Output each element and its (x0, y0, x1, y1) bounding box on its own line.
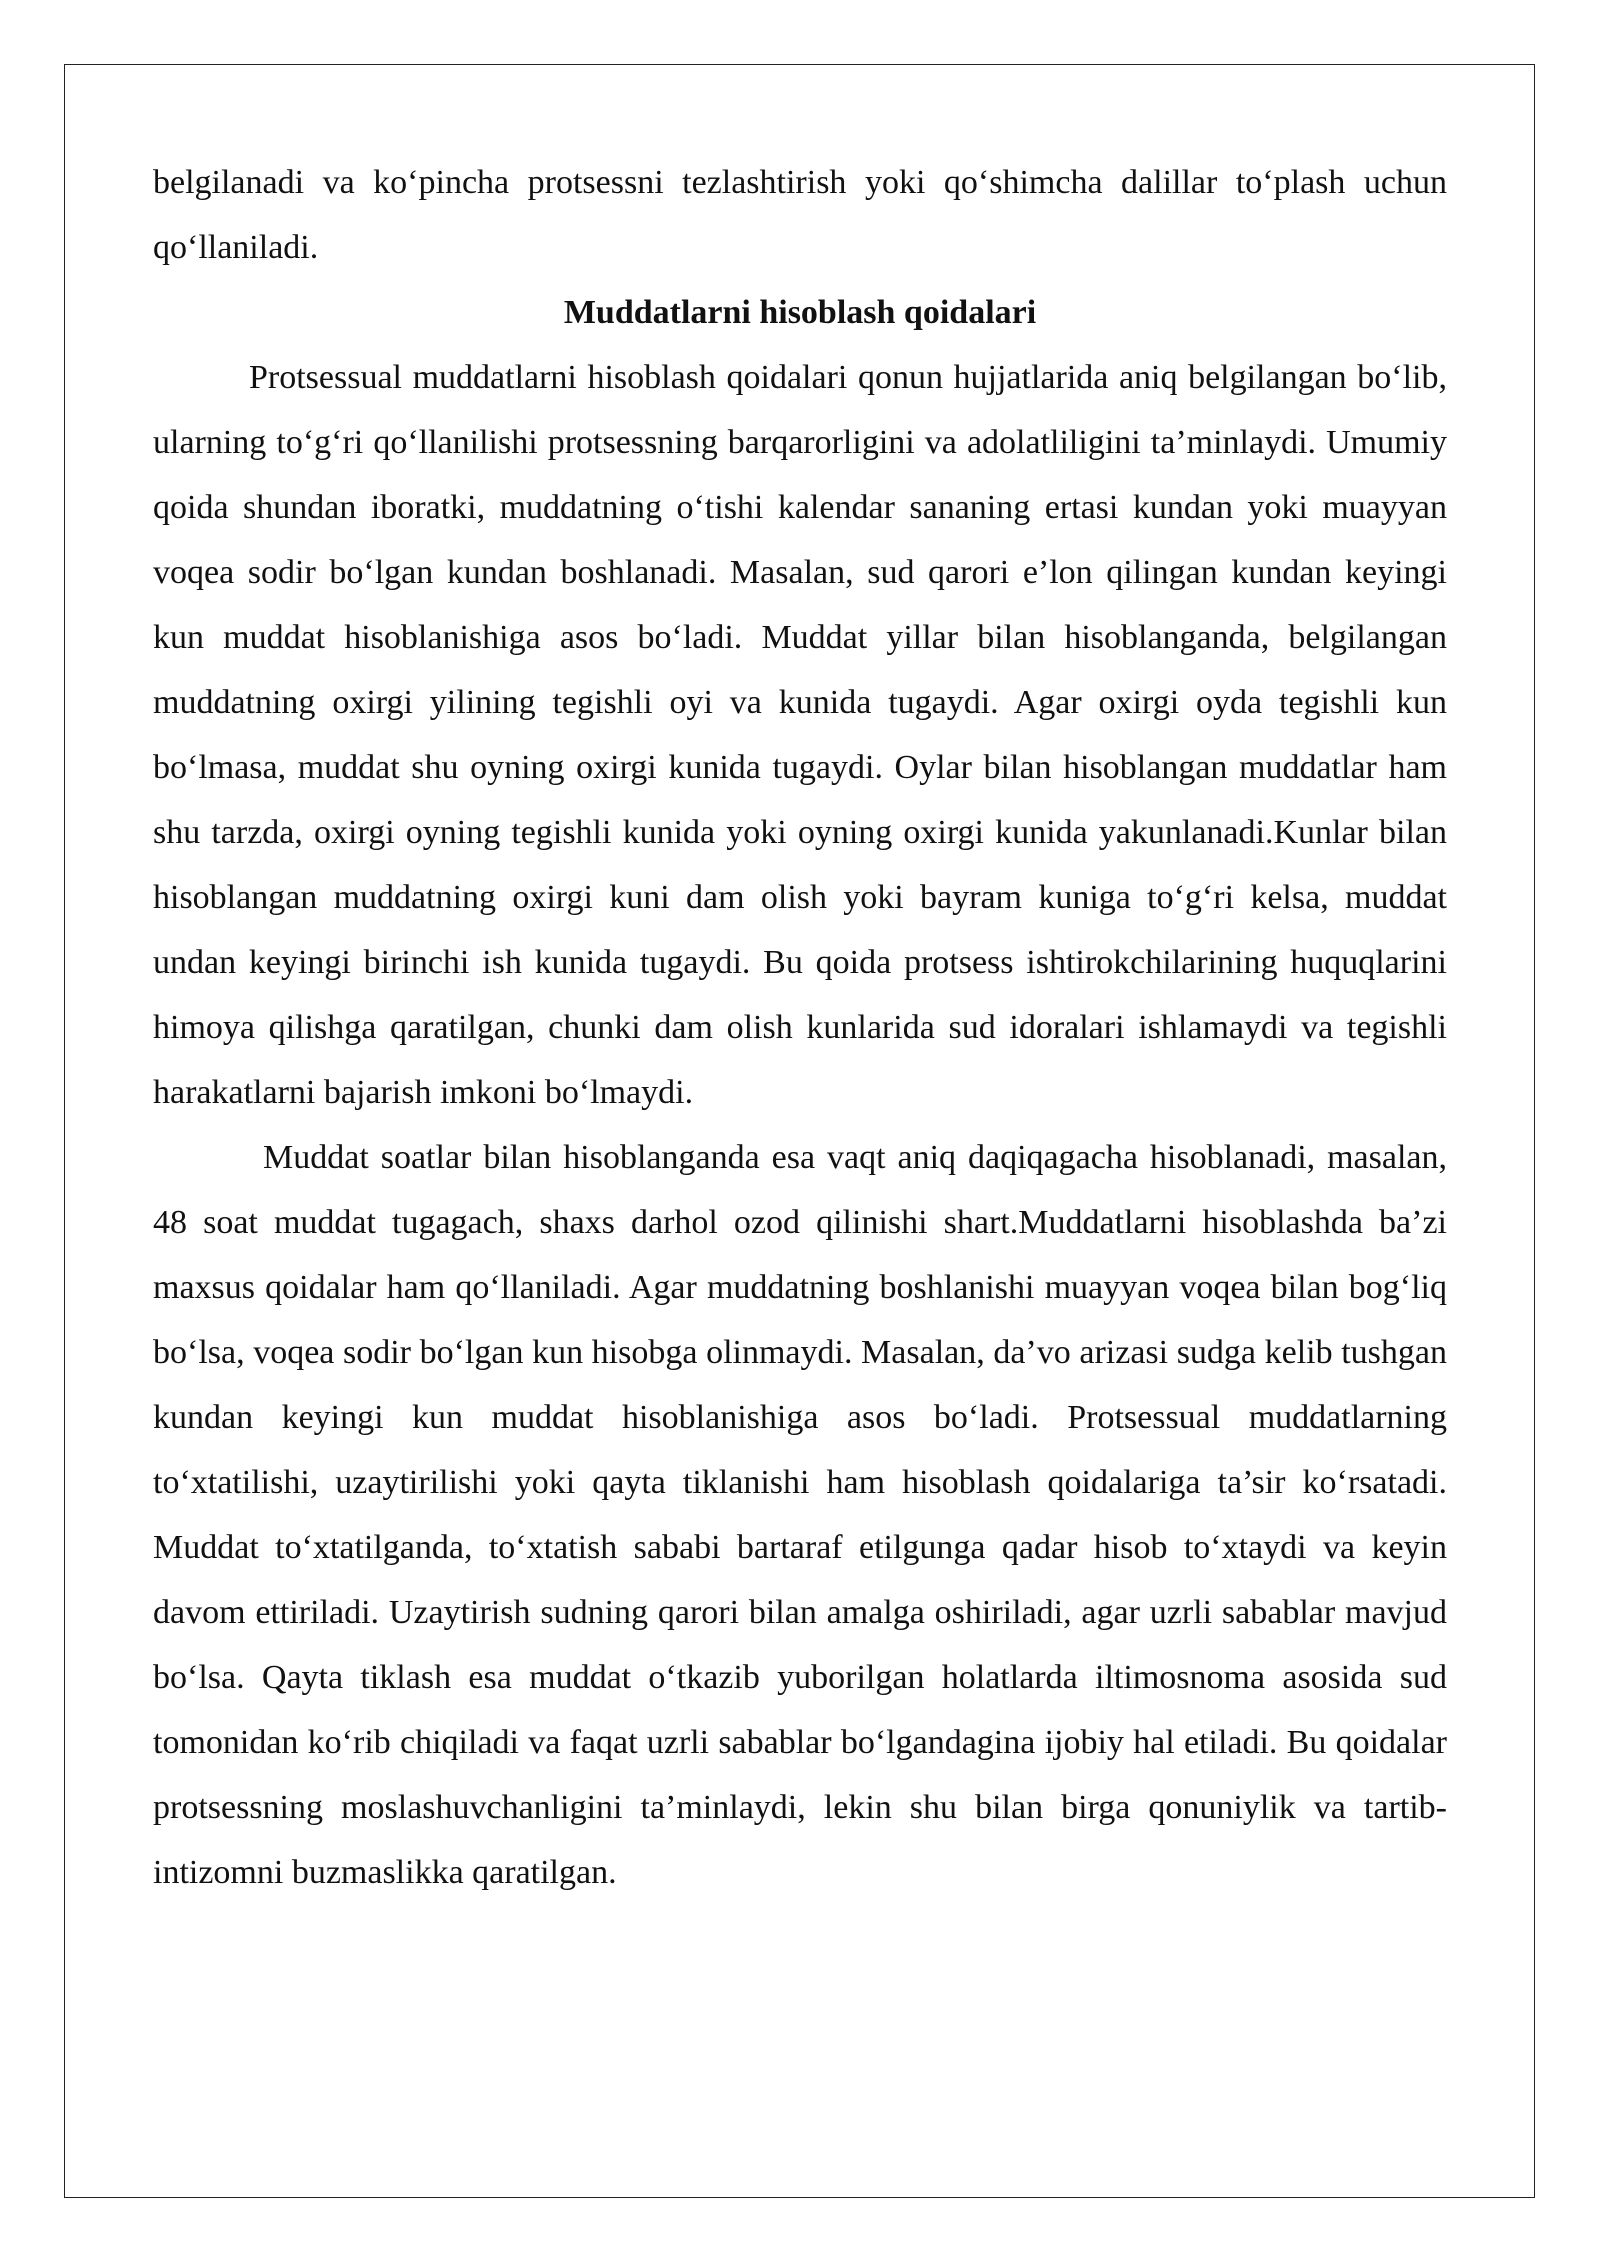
body-paragraph: Muddat soatlar bilan hisoblanganda esa vaqt aniq daqiqagacha hisoblanadi, masalan, 48 soat muddat tugagach, shaxs darhol ozod qilinishi shart.Muddatlarni hisoblashda ba’zi maxsus qoidalar ham qo‘llaniladi. Agar muddatning boshlanishi muayyan voqea bilan bog‘liq bo‘lsa, voqea sodir bo‘lgan kun hisobga olinmaydi. Masalan, da’vo arizasi sudga kelib tushgan kundan keyingi kun muddat hisoblanishiga asos bo‘ladi. Protsessual muddatlarning to‘xtatilishi, uzaytirilishi yoki qayta tiklanishi ham hisoblash qoidalariga ta’sir ko‘rsatadi. Muddat to‘xtatilganda, to‘xtatish sababi bartaraf etilgunga qadar hisob to‘xtaydi va keyin davom ettiriladi. Uzaytirish sudning qarori bilan amalga oshiriladi, agar uzrli sabablar mavjud bo‘lsa. Qayta tiklash esa muddat o‘tkazib yuborilgan holatlarda iltimosnoma asosida sud tomonidan ko‘rib chiqiladi va faqat uzrli sabablar bo‘lgandagina ijobiy hal etiladi. Bu qoidalar protsessning moslashuvchanligini ta’minlaydi, lekin shu bilan birga qonuniylik va tartib-intizomni buzmaslikka qaratilgan. (153, 1139, 1447, 1891)
continued-paragraph: belgilanadi va ko‘pincha protsessni tezlashtirish yoki qo‘shimcha dalillar to‘plash uchun qo‘llaniladi. (153, 164, 1447, 266)
document-body (153, 150, 1447, 1905)
section-heading: Muddatlarni hisoblash qoidalari (563, 294, 1037, 331)
body-paragraph: Protsessual muddatlarni hisoblash qoidalari qonun hujjatlarida aniq belgilangan bo‘lib, ularning to‘g‘ri qo‘llanilishi protsessning barqarorligini va adolatliligini ta’minlaydi. Umumiy qoida shundan iboratki, muddatning o‘tishi kalendar sananing ertasi kundan yoki muayyan voqea sodir bo‘lgan kundan boshlanadi. Masalan, sud qarori e’lon qilingan kundan keyingi kun muddat hisoblanishiga asos bo‘ladi. Muddat yillar bilan hisoblanganda, belgilangan muddatning oxirgi yilining tegishli oyi va kunida tugaydi. Agar oxirgi oyda tegishli kun bo‘lmasa, muddat shu oyning oxirgi kunida tugaydi. Oylar bilan hisoblangan muddatlar ham shu tarzda, oxirgi oyning tegishli kunida yoki oyning oxirgi kunida yakunlanadi.Kunlar bilan hisoblangan muddatning oxirgi kuni dam olish yoki bayram kuniga to‘g‘ri kelsa, muddat undan keyingi birinchi ish kunida tugaydi. Bu qoida protsess ishtirokchilarining huquqlarini himoya qilishga qaratilgan, chunki dam olish kunlarida sud idoralari ishlamaydi va tegishli harakatlarni bajarish imkoni bo‘lmaydi. (153, 359, 1447, 1111)
